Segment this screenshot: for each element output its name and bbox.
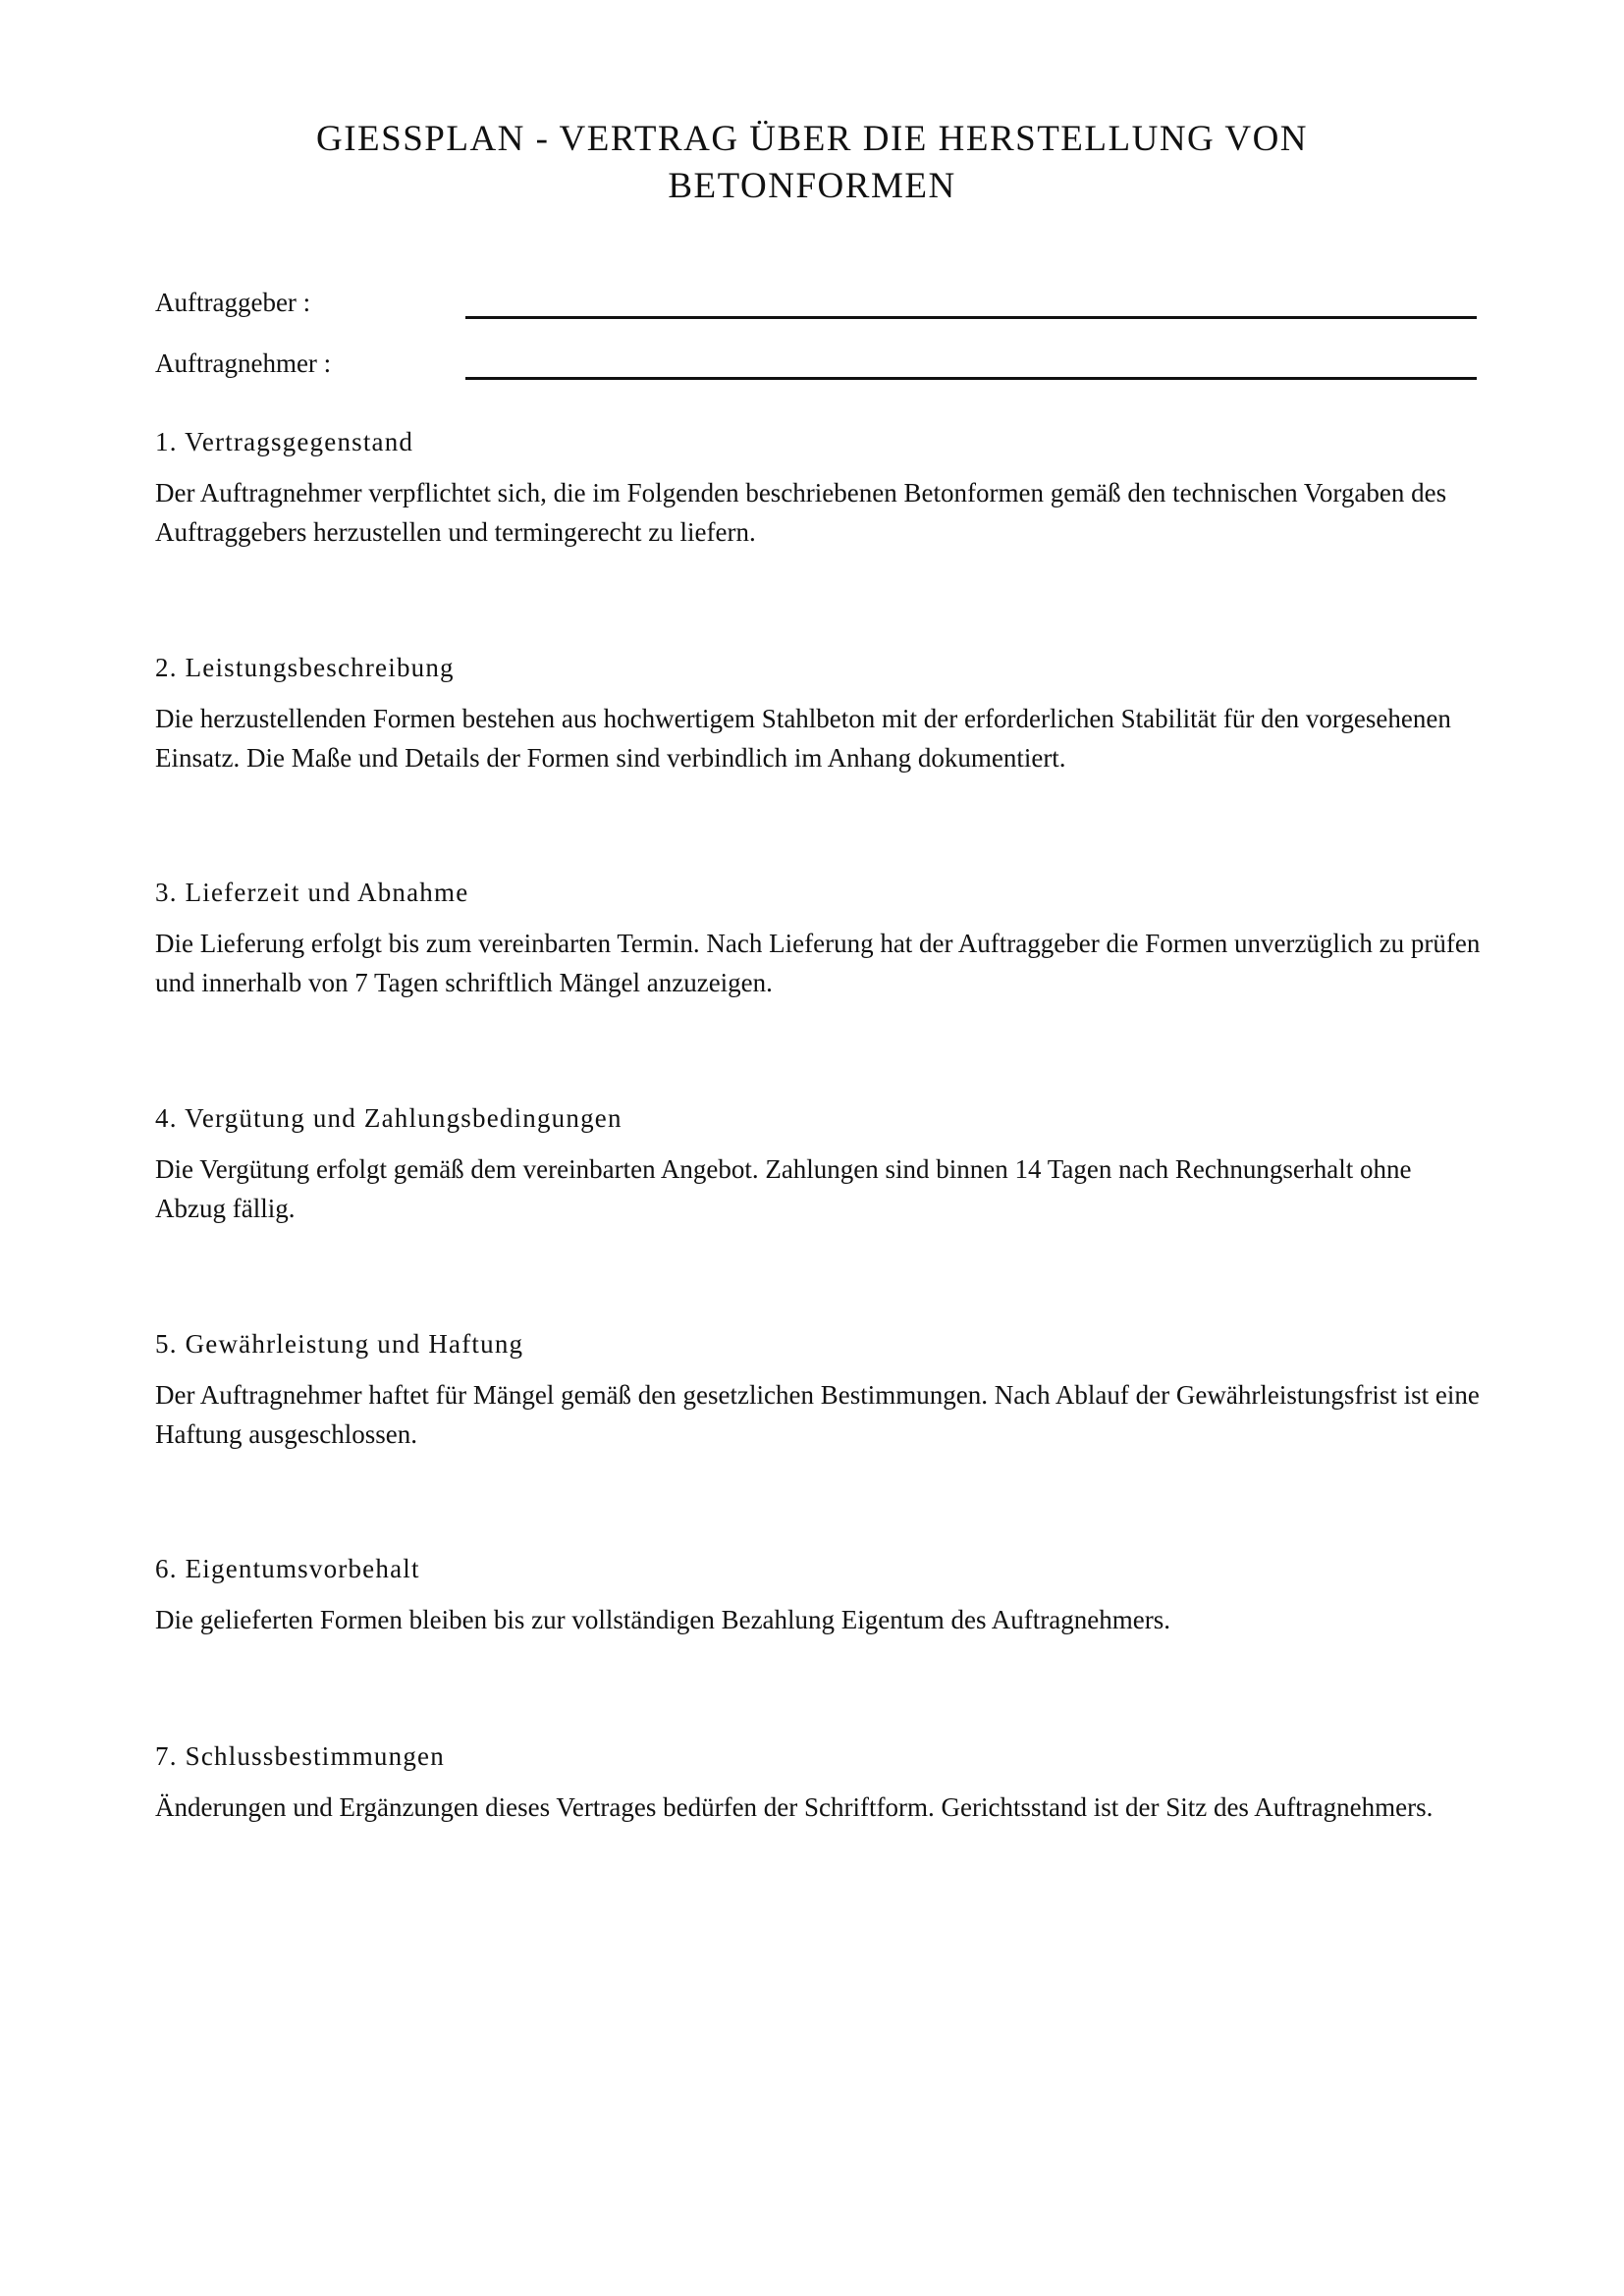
- section-body: Der Auftragnehmer verpflichtet sich, die im Folgenden beschriebenen Betonformen gemäß den technischen Vorgaben des Auftraggebers herzustellen und termingerecht zu liefern.: [155, 478, 1447, 547]
- client-field: [155, 285, 1477, 324]
- section-heading: 3. Lieferzeit und Abnahme: [155, 878, 469, 907]
- section-heading: 5. Gewährleistung und Haftung: [155, 1329, 524, 1359]
- section-final-provisions: [155, 1738, 1481, 1827]
- section-heading: 6. Eigentumsvorbehalt: [155, 1554, 420, 1583]
- section-service-description: [155, 650, 1481, 777]
- section-heading: 4. Vergütung und Zahlungsbedingungen: [155, 1103, 623, 1133]
- document-title-line-1: GIESSPLAN - VERTRAG ÜBER DIE HERSTELLUNG VON: [315, 119, 1309, 159]
- section-body: Änderungen und Ergänzungen dieses Vertrages bedürfen der Schriftform. Gerichtsstand ist der Sitz des Auftragnehmers.: [155, 1792, 1434, 1822]
- section-warranty: [155, 1326, 1481, 1454]
- client-signature-line: [465, 316, 1477, 319]
- section-heading: 7. Schlussbestimmungen: [155, 1741, 445, 1771]
- section-heading: 2. Leistungsbeschreibung: [155, 653, 455, 682]
- contractor-signature-line: [465, 377, 1477, 380]
- contractor-field: [155, 346, 1477, 385]
- section-body: Die herzustellenden Formen bestehen aus hochwertigem Stahlbeton mit der erforderlichen Stabilität für den vorgesehenen Einsatz. Die Maße und Details der Formen sind verbindlich im Anhang dokumentiert.: [155, 704, 1451, 773]
- contractor-label: Auftragnehmer :: [155, 348, 332, 378]
- section-heading: 1. Vertragsgegenstand: [155, 427, 414, 456]
- section-delivery: [155, 875, 1481, 1002]
- section-retention-of-title: [155, 1551, 1481, 1639]
- section-body: Die Vergütung erfolgt gemäß dem vereinbarten Angebot. Zahlungen sind binnen 14 Tagen nach Rechnungserhalt ohne Abzug fällig.: [155, 1154, 1412, 1223]
- section-body: Die Lieferung erfolgt bis zum vereinbarten Termin. Nach Lieferung hat der Auftraggeber die Formen unverzüglich zu prüfen und innerhalb von 7 Tagen schriftlich Mängel anzuzeigen.: [155, 929, 1481, 997]
- section-body: Die gelieferten Formen bleiben bis zur vollständigen Bezahlung Eigentum des Auftragnehmers.: [155, 1605, 1170, 1634]
- section-subject: [155, 424, 1481, 552]
- section-body: Der Auftragnehmer haftet für Mängel gemäß den gesetzlichen Bestimmungen. Nach Ablauf der Gewährleistungsfrist ist eine Haftung ausgeschlossen.: [155, 1380, 1480, 1449]
- section-payment: [155, 1100, 1481, 1228]
- document-title-line-2: BETONFORMEN: [668, 166, 956, 206]
- client-label: Auftraggeber :: [155, 288, 311, 317]
- document-title: [236, 116, 1388, 210]
